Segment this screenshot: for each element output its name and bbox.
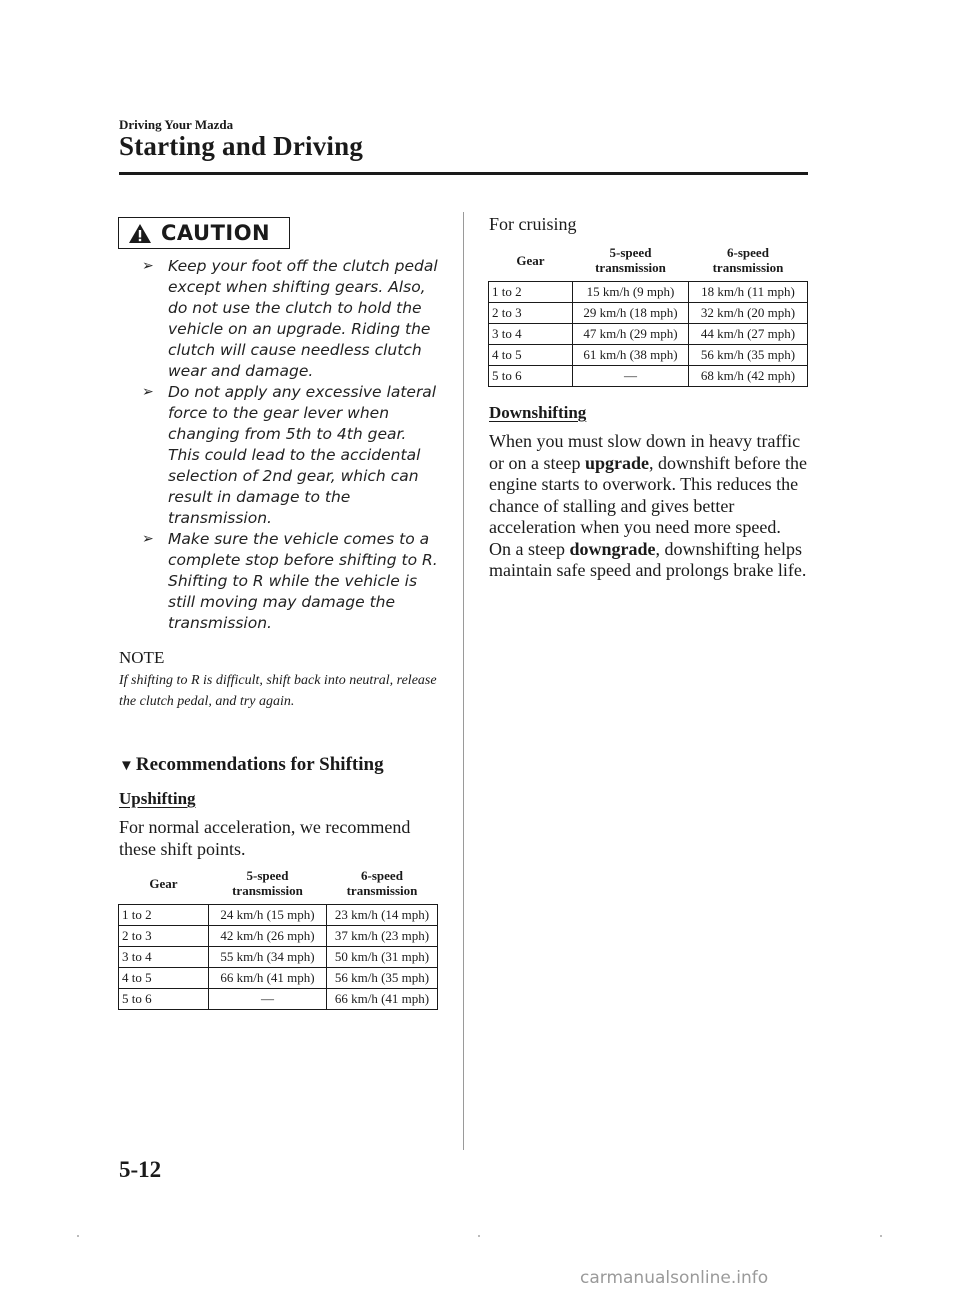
table-cell: 2 to 3 [119, 926, 209, 947]
downshifting-title: Downshifting [489, 403, 587, 422]
table-header-row [119, 868, 438, 905]
table-row [119, 905, 438, 926]
table-cell: 61 km/h (38 mph) [573, 345, 689, 366]
table-cell: 23 km/h (14 mph) [327, 905, 438, 926]
table-cell: 29 km/h (18 mph) [573, 303, 689, 324]
section-label: Driving Your Mazda [119, 117, 234, 132]
downgrade-emphasis: downgrade [569, 538, 656, 559]
table-header-row [489, 245, 808, 282]
table-cell: 2 to 3 [489, 303, 573, 324]
caution-item [142, 256, 442, 382]
table-row [119, 968, 438, 989]
downshifting-text: , downshift before the engine starts to overwork. This reduces the chance of stalling and gives better acceleration when you need more speed. [489, 452, 807, 537]
header-rule [119, 172, 808, 175]
table-header: 6-speed transmission [327, 868, 438, 905]
upshift-table [118, 868, 438, 1010]
footer-mark [880, 1235, 882, 1237]
downshifting-paragraph [489, 431, 807, 582]
table-row [489, 366, 808, 387]
cruising-title: For cruising [489, 214, 577, 234]
table-cell: 47 km/h (29 mph) [573, 324, 689, 345]
table-cell: 66 km/h (41 mph) [327, 989, 438, 1010]
page-title: Starting and Driving [119, 131, 364, 161]
section-heading-text: Recommendations for Shifting [135, 754, 384, 775]
section-heading [119, 754, 384, 776]
downshifting-text: On a steep [489, 538, 570, 559]
table-cell: 66 km/h (41 mph) [209, 968, 327, 989]
table-cell: 1 to 2 [119, 905, 209, 926]
table-cell: 4 to 5 [119, 968, 209, 989]
table-cell: 56 km/h (35 mph) [689, 345, 808, 366]
caution-item [142, 382, 442, 529]
watermark-link[interactable]: carmanualsonline.info [580, 1268, 769, 1288]
table-row [489, 282, 808, 303]
table-cell: 24 km/h (15 mph) [209, 905, 327, 926]
table-cell: 32 km/h (20 mph) [689, 303, 808, 324]
downshifting-text: When you must slow down in heavy traffic or on a steep [489, 431, 801, 473]
upgrade-emphasis: upgrade [584, 452, 649, 473]
column-divider [463, 212, 464, 1150]
table-row [119, 926, 438, 947]
caution-item-text: Keep your foot off the clutch pedal except when shifting gears. Also, do not use the clutch to hold the vehicle on an upgrade. Riding the clutch will cause needless clutch wear and damage. [168, 257, 438, 380]
table-header: Gear [119, 868, 209, 905]
table-row [489, 303, 808, 324]
arrow-bullet-icon: ➢ [142, 384, 154, 400]
table-cell: 55 km/h (34 mph) [209, 947, 327, 968]
upshifting-intro: For normal acceleration, we recommend these shift points. [119, 817, 411, 859]
table-cell: 37 km/h (23 mph) [327, 926, 438, 947]
table-cell: 3 to 4 [119, 947, 209, 968]
caution-item-text: Make sure the vehicle comes to a complete stop before shifting to R. Shifting to R while the vehicle is still moving may damage the transmission. [168, 530, 438, 632]
note-text: If shifting to R is difficult, shift back into neutral, release the clutch pedal, and try again. [119, 673, 437, 709]
table-row [489, 324, 808, 345]
down-triangle-icon: ▼ [119, 758, 134, 774]
table-row [119, 989, 438, 1010]
table-cell: 50 km/h (31 mph) [327, 947, 438, 968]
table-cell: 42 km/h (26 mph) [209, 926, 327, 947]
caution-box [118, 217, 290, 249]
caution-label: CAUTION [161, 221, 271, 245]
table-cell: 56 km/h (35 mph) [327, 968, 438, 989]
table-cell: 68 km/h (42 mph) [689, 366, 808, 387]
downshifting-text: , downshifting helps maintain safe speed and prolongs brake life. [489, 538, 807, 580]
table-cell: 5 to 6 [119, 989, 209, 1010]
table-header: 5-speed transmission [573, 245, 689, 282]
table-row [489, 345, 808, 366]
arrow-bullet-icon: ➢ [142, 258, 154, 274]
table-cell: 44 km/h (27 mph) [689, 324, 808, 345]
page-number: 5-12 [119, 1157, 162, 1182]
arrow-bullet-icon: ➢ [142, 531, 154, 547]
table-cell: ― [573, 366, 689, 387]
note-title: NOTE [119, 648, 165, 667]
upshifting-title: Upshifting [119, 789, 196, 808]
cruising-table [488, 245, 808, 387]
caution-item [142, 529, 442, 634]
table-cell: 3 to 4 [489, 324, 573, 345]
table-header: 5-speed transmission [209, 868, 327, 905]
table-cell: 15 km/h (9 mph) [573, 282, 689, 303]
table-header: 6-speed transmission [689, 245, 808, 282]
table-cell: 5 to 6 [489, 366, 573, 387]
caution-list [142, 256, 442, 634]
warning-triangle-icon [128, 223, 152, 244]
caution-item-text: Do not apply any excessive lateral force to the gear lever when changing from 5th to 4th gear. This could lead to the accidental selection of 2nd gear, which can result in damage to the transmission. [168, 383, 437, 527]
table-row [119, 947, 438, 968]
table-cell: 4 to 5 [489, 345, 573, 366]
footer-mark [478, 1235, 480, 1237]
footer-mark [77, 1235, 79, 1237]
table-cell: 18 km/h (11 mph) [689, 282, 808, 303]
table-header: Gear [489, 245, 573, 282]
table-cell: ― [209, 989, 327, 1010]
table-cell: 1 to 2 [489, 282, 573, 303]
